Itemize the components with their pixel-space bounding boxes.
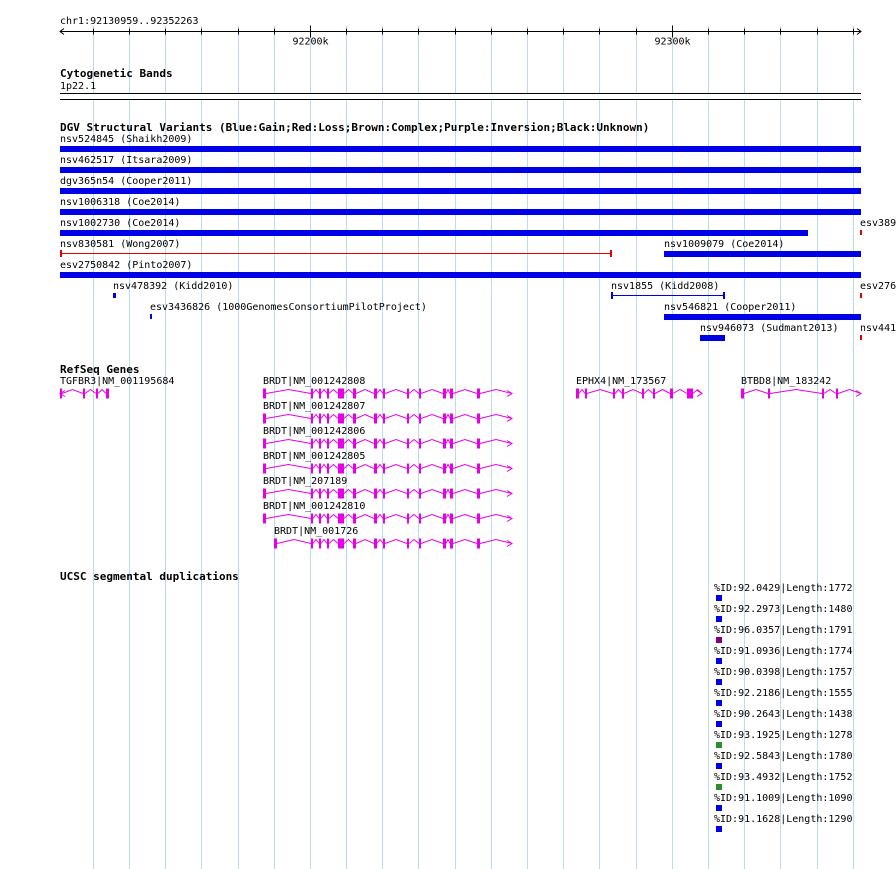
segdup-bar[interactable] <box>716 763 722 769</box>
refseq-exon <box>311 389 313 399</box>
refseq-exon <box>419 439 421 449</box>
refseq-intron <box>480 515 512 519</box>
refseq-exon <box>407 489 409 499</box>
refseq-gene-model <box>274 539 512 549</box>
segdup-track-title[interactable]: UCSC segmental duplications <box>60 570 239 583</box>
refseq-exon <box>274 539 277 549</box>
refseq-intron <box>480 440 512 444</box>
segdup-bar[interactable] <box>716 595 722 601</box>
refseq-gene-label: BRDT|NM_001242807 <box>263 401 366 412</box>
refseq-exon <box>327 514 329 524</box>
refseq-intron <box>377 515 383 519</box>
refseq-exon <box>836 389 838 399</box>
refseq-exon <box>477 439 480 449</box>
dgv-variant-label: nsv441 <box>860 323 896 334</box>
refseq-exon <box>443 414 446 424</box>
segdup-bar[interactable] <box>716 784 722 790</box>
refseq-exon <box>450 489 453 499</box>
refseq-gene-label: EPHX4|NM_173567 <box>576 376 667 387</box>
segdup-label: %ID:92.5843|Length:1780 <box>714 751 853 762</box>
refseq-exon <box>327 414 329 424</box>
refseq-exon <box>374 439 377 449</box>
refseq-exon <box>419 539 421 549</box>
segdup-label: %ID:91.1009|Length:1090 <box>714 793 853 804</box>
refseq-intron <box>313 540 319 544</box>
refseq-intron <box>385 515 407 519</box>
refseq-exon <box>477 414 480 424</box>
refseq-intron <box>480 540 512 544</box>
refseq-intron <box>344 390 353 394</box>
refseq-intron <box>409 490 419 494</box>
segdup-bar[interactable] <box>716 700 722 706</box>
refseq-exon <box>383 414 385 424</box>
refseq-strand-arrow <box>507 441 512 447</box>
refseq-exon <box>263 514 266 524</box>
refseq-intron <box>421 440 443 444</box>
refseq-intron <box>385 465 407 469</box>
refseq-intron <box>321 415 327 419</box>
refseq-strand-arrow <box>507 491 512 497</box>
refseq-intron <box>329 515 338 519</box>
refseq-intron <box>321 440 327 444</box>
refseq-exon <box>374 539 377 549</box>
refseq-intron <box>377 490 383 494</box>
refseq-intron <box>453 390 477 394</box>
refseq-exon <box>327 539 329 549</box>
segdup-bar[interactable] <box>716 742 722 748</box>
refseq-exon <box>443 514 446 524</box>
refseq-exon <box>319 439 321 449</box>
refseq-exon <box>83 389 85 399</box>
refseq-exon <box>106 389 109 399</box>
refseq-gene-label: BRDT|NM_001242805 <box>263 451 366 462</box>
refseq-exon <box>338 464 344 474</box>
refseq-exon <box>450 414 453 424</box>
refseq-intron <box>344 540 353 544</box>
refseq-intron <box>446 390 450 394</box>
refseq-exon <box>407 439 409 449</box>
refseq-intron <box>313 390 319 394</box>
refseq-exon <box>450 514 453 524</box>
refseq-exon <box>353 539 356 549</box>
refseq-gene-model <box>263 514 512 524</box>
refseq-exon <box>768 389 770 399</box>
refseq-exon <box>353 389 356 399</box>
refseq-exon <box>319 414 321 424</box>
refseq-exon <box>383 514 385 524</box>
refseq-intron <box>321 390 327 394</box>
refseq-intron <box>480 415 512 419</box>
refseq-exon <box>450 439 453 449</box>
refseq-intron <box>744 390 768 394</box>
refseq-exon <box>338 489 344 499</box>
refseq-intron <box>480 490 512 494</box>
refseq-exon <box>311 414 313 424</box>
dgv-variant-label: nsv462517 (Itsara2009) <box>60 155 193 166</box>
refseq-intron <box>266 515 311 519</box>
segdup-label: %ID:92.0429|Length:1772 <box>714 583 853 594</box>
refseq-intron <box>266 415 311 419</box>
refseq-strand-arrow <box>507 391 512 397</box>
refseq-intron <box>824 390 836 394</box>
segdup-label: %ID:93.4932|Length:1752 <box>714 772 853 783</box>
refseq-intron <box>480 465 512 469</box>
refseq-gene-model <box>741 389 861 399</box>
refseq-intron <box>344 440 353 444</box>
refseq-intron <box>446 465 450 469</box>
refseq-intron <box>385 415 407 419</box>
refseq-intron <box>409 390 419 394</box>
dgv-variant-label: nsv830581 (Wong2007) <box>60 239 181 250</box>
refseq-exon <box>374 514 377 524</box>
refseq-exon <box>622 389 624 399</box>
refseq-exon <box>407 539 409 549</box>
refseq-exon <box>374 489 377 499</box>
refseq-exon <box>419 414 421 424</box>
refseq-exon <box>311 489 313 499</box>
dgv-variant-label: esv276 <box>860 281 896 292</box>
refseq-gene-label: BRDT|NM_001242808 <box>263 376 366 387</box>
segdup-bar[interactable] <box>716 616 722 622</box>
refseq-exon <box>822 389 824 399</box>
refseq-exon <box>327 489 329 499</box>
refseq-intron <box>377 540 383 544</box>
dgv-variant-label: nsv1009079 (Coe2014) <box>664 239 785 250</box>
refseq-intron <box>453 415 477 419</box>
refseq-gene-model <box>263 414 512 424</box>
refseq-intron <box>453 490 477 494</box>
refseq-intron <box>344 515 353 519</box>
refseq-intron <box>385 490 407 494</box>
segdup-bar[interactable] <box>716 721 722 727</box>
refseq-exon <box>407 414 409 424</box>
ruler-range-label: chr1:92130959..92352263 <box>60 16 199 27</box>
refseq-exon <box>383 389 385 399</box>
refseq-exon <box>374 414 377 424</box>
refseq-exon <box>263 439 266 449</box>
refseq-exon <box>96 389 98 399</box>
refseq-exon <box>383 489 385 499</box>
dgv-variant-label: nsv946073 (Sudmant2013) <box>700 323 839 334</box>
refseq-exon <box>263 489 266 499</box>
refseq-strand-arrow <box>507 466 512 472</box>
refseq-intron <box>409 440 419 444</box>
refseq-exon <box>383 464 385 474</box>
refseq-exon <box>353 464 356 474</box>
refseq-intron <box>453 540 477 544</box>
refseq-exon <box>327 389 329 399</box>
refseq-exon <box>327 439 329 449</box>
refseq-exon <box>407 514 409 524</box>
refseq-exon <box>338 439 344 449</box>
refseq-intron <box>329 415 338 419</box>
segdup-label: %ID:91.1628|Length:1290 <box>714 814 853 825</box>
refseq-exon <box>319 389 321 399</box>
dgv-variant-label: nsv1855 (Kidd2008) <box>611 281 720 292</box>
refseq-intron <box>421 540 443 544</box>
refseq-intron <box>446 515 450 519</box>
dgv-track-title[interactable]: DGV Structural Variants (Blue:Gain;Red:Loss;Brown:Complex;Purple:Inversion;Black:Unknown) <box>60 121 650 134</box>
refseq-intron <box>356 540 374 544</box>
refseq-intron <box>385 390 407 394</box>
refseq-intron <box>421 465 443 469</box>
refseq-exon <box>311 439 313 449</box>
refseq-gene-label: BTBD8|NM_183242 <box>741 376 832 387</box>
refseq-intron <box>624 390 642 394</box>
segdup-bar[interactable] <box>716 826 722 832</box>
dgv-variant-label: nsv524845 (Shaikh2009) <box>60 134 193 145</box>
refseq-exon <box>642 389 644 399</box>
refseq-exon <box>653 389 655 399</box>
refseq-intron <box>446 490 450 494</box>
refseq-intron <box>453 465 477 469</box>
refseq-gene-label: TGFBR3|NM_001195684 <box>60 376 175 387</box>
refseq-gene-model <box>263 489 512 499</box>
refseq-exon <box>613 389 615 399</box>
refseq-intron <box>266 465 311 469</box>
refseq-exon <box>353 514 356 524</box>
refseq-intron <box>356 515 374 519</box>
refseq-intron <box>377 440 383 444</box>
refseq-exon <box>477 389 480 399</box>
refseq-gene-model <box>263 389 512 399</box>
refseq-intron <box>385 440 407 444</box>
refseq-intron <box>344 465 353 469</box>
refseq-intron <box>446 540 450 544</box>
refseq-intron <box>377 390 383 394</box>
refseq-gene-model <box>263 464 512 474</box>
refseq-intron <box>409 515 419 519</box>
refseq-exon <box>670 389 673 399</box>
refseq-exon <box>319 539 321 549</box>
refseq-intron <box>453 440 477 444</box>
refseq-intron <box>98 390 106 394</box>
refseq-intron <box>344 415 353 419</box>
refseq-intron <box>321 540 327 544</box>
refseq-intron <box>329 440 338 444</box>
dgv-variant-label: nsv478392 (Kidd2010) <box>113 281 234 292</box>
refseq-intron <box>421 490 443 494</box>
refseq-intron <box>266 390 311 394</box>
refseq-exon <box>353 439 356 449</box>
segdup-label: %ID:90.0398|Length:1757 <box>714 667 853 678</box>
refseq-exon <box>419 389 421 399</box>
refseq-exon <box>311 464 313 474</box>
refseq-exon <box>477 539 480 549</box>
refseq-exon <box>443 439 446 449</box>
refseq-intron <box>329 540 338 544</box>
refseq-gene-model <box>576 389 702 399</box>
refseq-intron <box>377 465 383 469</box>
refseq-intron <box>446 440 450 444</box>
segdup-bar[interactable] <box>716 658 722 664</box>
ruler-tick-label: 92300k <box>654 36 691 48</box>
segdup-label: %ID:91.0936|Length:1774 <box>714 646 853 657</box>
refseq-exon <box>443 464 446 474</box>
refseq-intron <box>266 490 311 494</box>
refseq-intron <box>446 415 450 419</box>
segdup-bar[interactable] <box>716 805 722 811</box>
segdup-bar[interactable] <box>716 637 722 643</box>
refseq-exon <box>741 389 744 399</box>
refseq-intron <box>770 390 822 394</box>
refseq-exon <box>450 539 453 549</box>
refseq-intron <box>409 540 419 544</box>
refseq-intron <box>266 440 311 444</box>
cytoband-label: 1p22.1 <box>60 81 97 92</box>
dgv-variant-label: nsv1006318 (Coe2014) <box>60 197 181 208</box>
refseq-exon <box>263 414 266 424</box>
refseq-exon <box>383 539 385 549</box>
refseq-exon <box>443 489 446 499</box>
refseq-intron <box>356 415 374 419</box>
refseq-intron <box>85 390 96 394</box>
segdup-label: %ID:90.2643|Length:1438 <box>714 709 853 720</box>
refseq-intron <box>329 490 338 494</box>
refseq-intron <box>673 390 687 394</box>
refseq-exon <box>419 489 421 499</box>
refseq-intron <box>329 390 338 394</box>
refseq-track-title[interactable]: RefSeq Genes <box>60 363 140 376</box>
refseq-exon <box>450 389 453 399</box>
segdup-label: %ID:92.2973|Length:1480 <box>714 604 853 615</box>
refseq-strand-arrow <box>507 516 512 522</box>
dgv-variant-label: esv3436826 (1000GenomesConsortiumPilotProject) <box>150 302 427 313</box>
refseq-intron <box>356 440 374 444</box>
refseq-intron <box>356 390 374 394</box>
refseq-strand-arrow <box>507 541 512 547</box>
refseq-exon <box>311 514 313 524</box>
refseq-intron <box>421 415 443 419</box>
refseq-exon <box>443 539 446 549</box>
refseq-gene-model <box>263 439 512 449</box>
refseq-gene-label: BRDT|NM_207189 <box>263 476 348 487</box>
refseq-exon <box>687 389 693 399</box>
dgv-variant-label: esv2750842 (Pinto2007) <box>60 260 193 271</box>
refseq-gene-model <box>60 389 109 399</box>
refseq-gene-label: BRDT|NM_001242810 <box>263 501 366 512</box>
refseq-intron <box>421 515 443 519</box>
refseq-intron <box>480 390 512 394</box>
cytoband-track-title[interactable]: Cytogenetic Bands <box>60 67 173 80</box>
segdup-label: %ID:92.2186|Length:1555 <box>714 688 853 699</box>
segdup-label: %ID:96.0357|Length:1791 <box>714 625 853 636</box>
refseq-gene-label: BRDT|NM_001242806 <box>263 426 366 437</box>
refseq-intron <box>321 515 327 519</box>
refseq-exon <box>311 539 313 549</box>
refseq-exon <box>576 389 579 399</box>
refseq-intron <box>313 490 319 494</box>
refseq-exon <box>338 414 344 424</box>
refseq-gene-label: BRDT|NM_001726 <box>274 526 359 537</box>
refseq-exon <box>353 414 356 424</box>
refseq-intron <box>356 465 374 469</box>
refseq-exon <box>477 464 480 474</box>
refseq-intron <box>655 390 670 394</box>
refseq-intron <box>313 415 319 419</box>
refseq-exon <box>263 389 266 399</box>
refseq-intron <box>409 415 419 419</box>
refseq-intron <box>62 390 83 394</box>
refseq-strand-arrow <box>507 416 512 422</box>
refseq-exon <box>319 464 321 474</box>
refseq-exon <box>443 389 446 399</box>
refseq-exon <box>338 539 344 549</box>
refseq-intron <box>587 390 613 394</box>
refseq-exon <box>319 514 321 524</box>
refseq-intron <box>579 390 585 394</box>
refseq-strand-arrow <box>856 391 861 397</box>
refseq-intron <box>321 490 327 494</box>
refseq-exon <box>450 464 453 474</box>
segdup-bar[interactable] <box>716 679 722 685</box>
refseq-intron <box>329 465 338 469</box>
refseq-intron <box>321 465 327 469</box>
refseq-intron <box>453 515 477 519</box>
refseq-intron <box>644 390 653 394</box>
dgv-variant-label: nsv1002730 (Coe2014) <box>60 218 181 229</box>
dgv-variant-label: dgv365n54 (Cooper2011) <box>60 176 193 187</box>
refseq-exon <box>338 389 344 399</box>
refseq-exon <box>419 514 421 524</box>
segdup-label: %ID:93.1925|Length:1278 <box>714 730 853 741</box>
refseq-intron <box>313 515 319 519</box>
refseq-exon <box>319 489 321 499</box>
refseq-exon <box>407 389 409 399</box>
refseq-intron <box>421 390 443 394</box>
refseq-exon <box>374 464 377 474</box>
refseq-intron <box>356 490 374 494</box>
refseq-exon <box>263 464 266 474</box>
refseq-exon <box>383 439 385 449</box>
ruler-tick-label: 92200k <box>292 36 329 48</box>
refseq-intron <box>313 465 319 469</box>
refseq-exon <box>353 489 356 499</box>
refseq-exon <box>585 389 587 399</box>
refseq-exon <box>477 489 480 499</box>
refseq-intron <box>409 465 419 469</box>
refseq-exon <box>327 464 329 474</box>
refseq-exon <box>338 514 344 524</box>
dgv-variant-label: esv389 <box>860 218 896 229</box>
refseq-intron <box>277 540 311 544</box>
refseq-intron <box>385 540 407 544</box>
refseq-intron <box>377 415 383 419</box>
refseq-exon <box>374 389 377 399</box>
refseq-exon <box>477 514 480 524</box>
refseq-intron <box>615 390 622 394</box>
dgv-variant-label: nsv546821 (Cooper2011) <box>664 302 797 313</box>
refseq-intron <box>313 440 319 444</box>
refseq-intron <box>344 490 353 494</box>
refseq-exon <box>419 464 421 474</box>
refseq-exon <box>407 464 409 474</box>
